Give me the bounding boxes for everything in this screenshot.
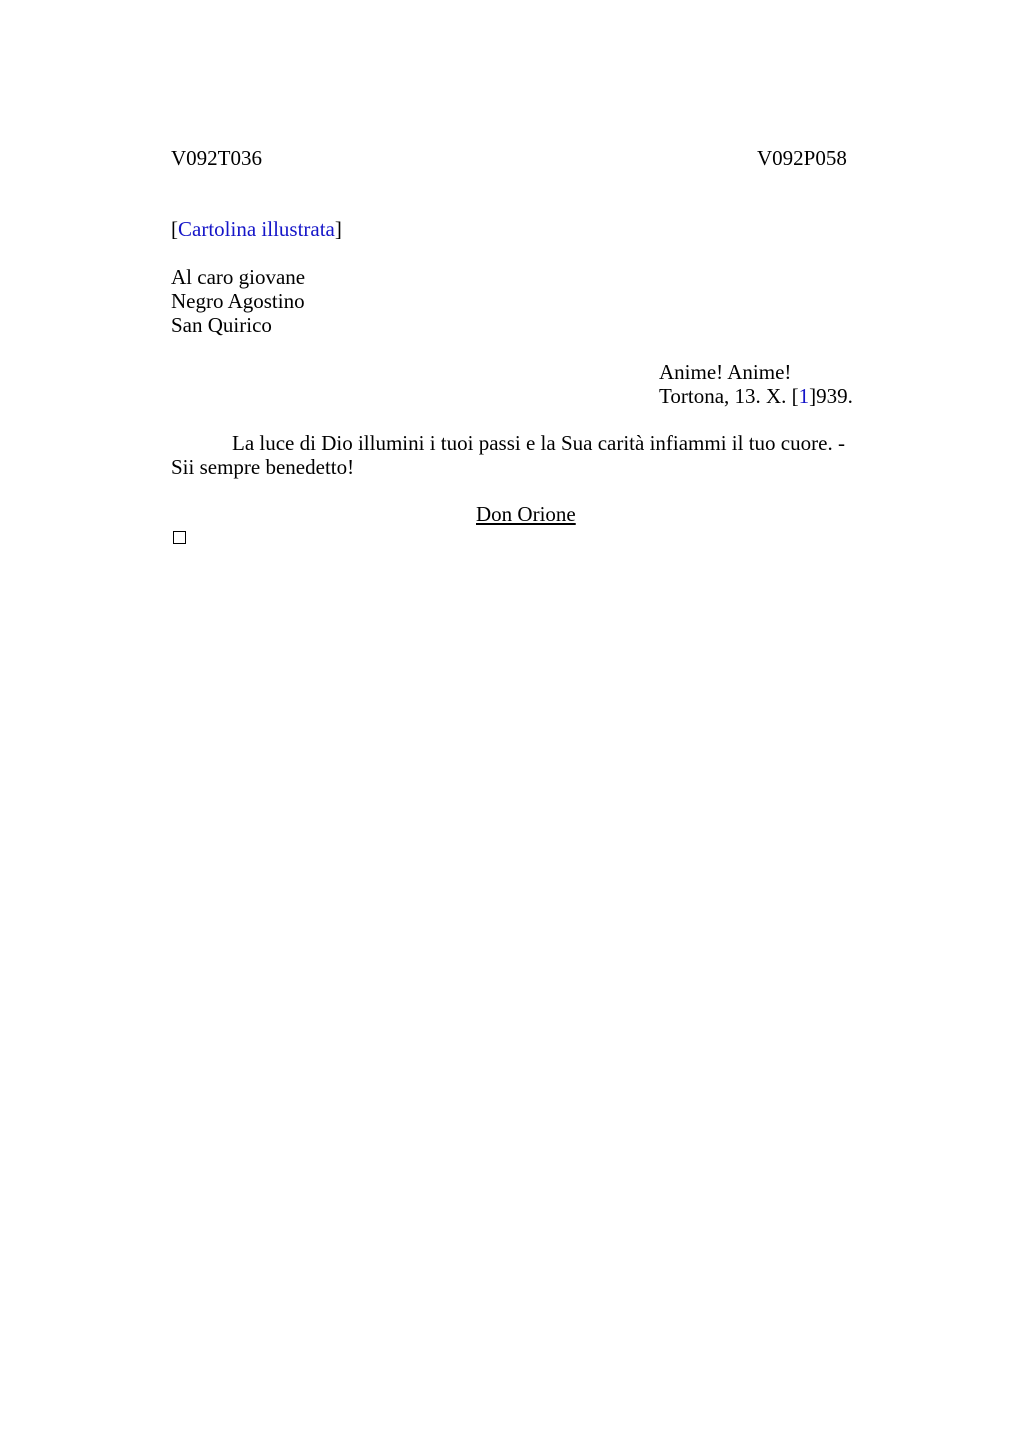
note-close-bracket: ]	[334, 217, 342, 241]
place-date	[659, 384, 853, 408]
motto: Anime! Anime!	[659, 360, 792, 384]
signature: Don Orione	[476, 502, 576, 526]
recipient-address	[171, 265, 305, 337]
note-open-bracket: [	[171, 217, 178, 241]
place-date-suffix: ]939.	[809, 384, 853, 408]
letter-body: La luce di Dio illumini i tuoi passi e la Sua carità infiammi il tuo cuore. - Sii sempre benedetto!	[171, 431, 845, 479]
place-date-prefix: Tortona, 13. X. [	[659, 384, 799, 408]
end-box-icon	[173, 531, 186, 544]
footnote-link[interactable]: 1	[798, 384, 810, 408]
document-code-left: V092T036	[171, 146, 262, 170]
address-line-2: Negro Agostino	[171, 289, 305, 313]
dateline	[659, 360, 853, 408]
address-line-1: Al caro giovane	[171, 265, 306, 289]
document-code-right: V092P058	[757, 146, 847, 170]
address-line-3: San Quirico	[171, 313, 272, 337]
editorial-note	[171, 217, 342, 241]
note-link[interactable]: Cartolina illustrata	[178, 217, 335, 241]
